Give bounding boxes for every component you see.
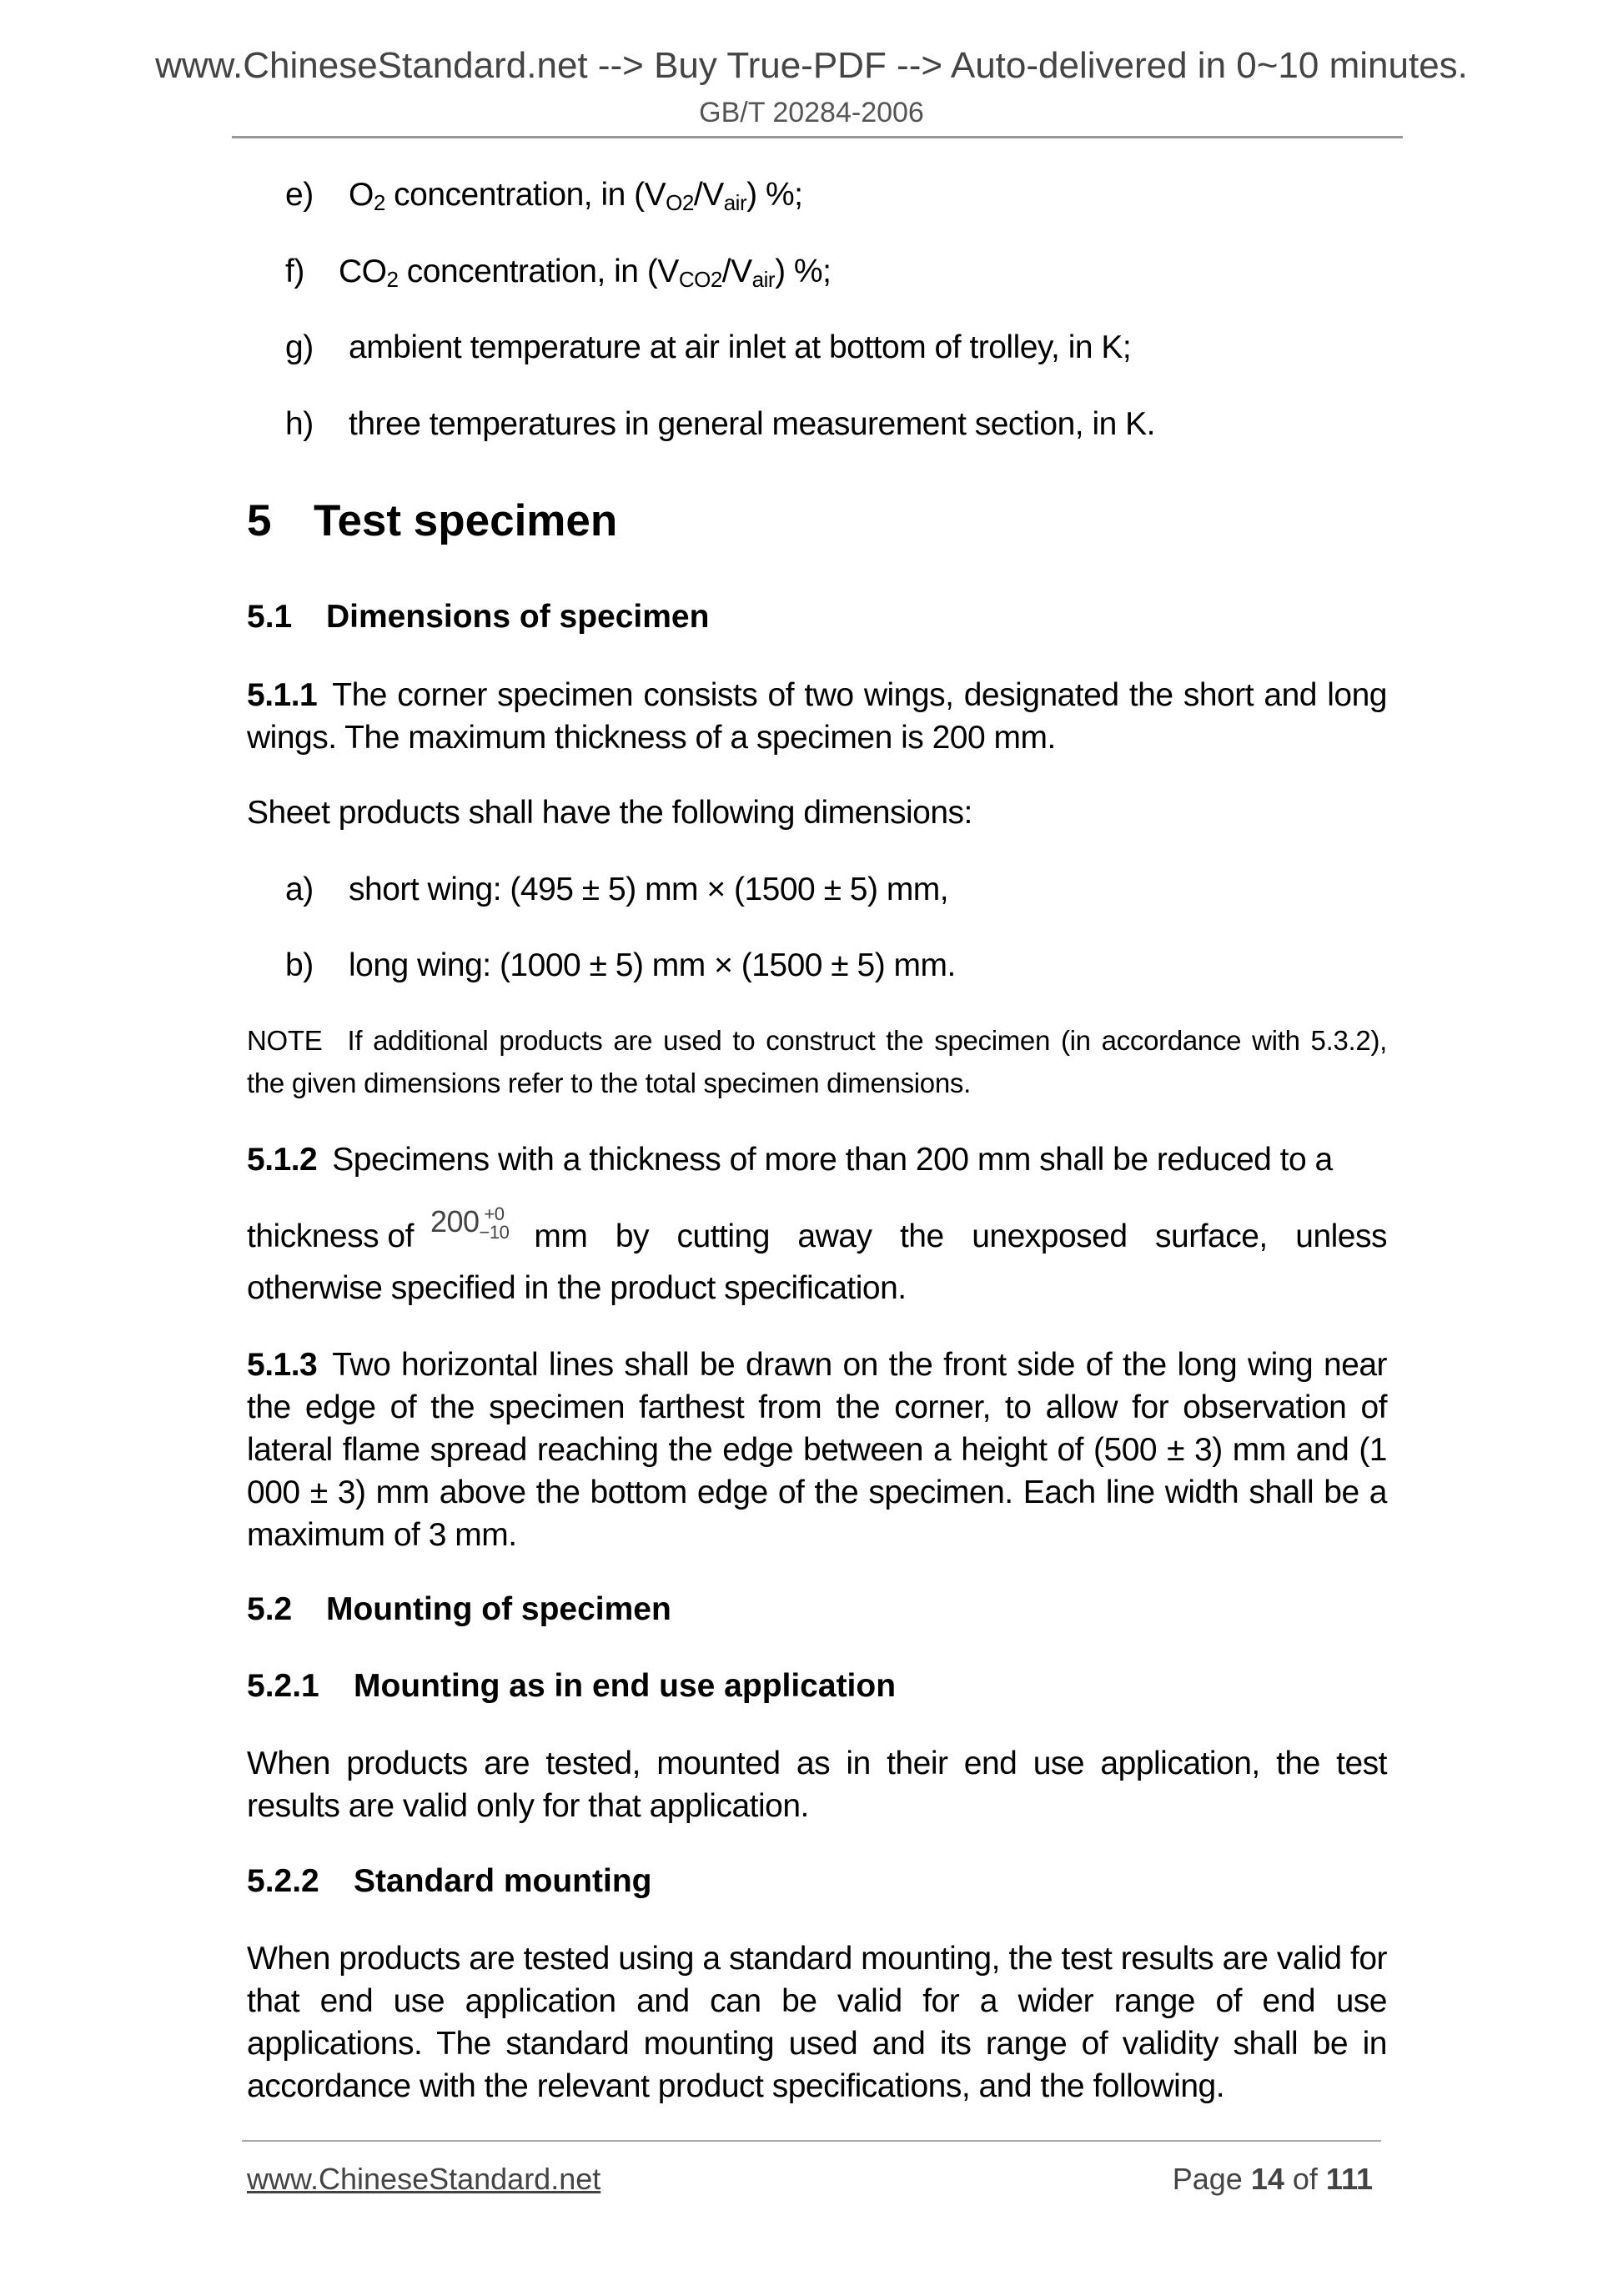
section-title: Dimensions of specimen (326, 599, 710, 635)
text: Specimens with a thickness of more than 200 mm shall be reduced to a (332, 1142, 1333, 1178)
text: short wing: (495 ± 5) mm × (1500 ± 5) mm, (349, 872, 949, 907)
text: long wing: (1000 ± 5) mm × (1500 ± 5) mm. (349, 947, 956, 983)
paragraph: Sheet products shall have the following dimensions: (247, 795, 972, 831)
subsection-heading (247, 1591, 671, 1628)
section-title: Mounting as in end use application (354, 1668, 897, 1704)
list-item (285, 173, 802, 224)
paragraph (247, 1138, 1387, 1181)
text: Two horizontal lines shall be drawn on the front side of the long wing near the edge of the specimen farthest from the corner, to allow for observation of lateral flame spread reaching the edge between a height of (500 ± 3) mm and (1 000 ± 3) mm above the bottom edge of the specimen. Each line width shall be a maximum of 3 mm. (247, 1347, 1387, 1553)
text: ambient temperature at air inlet at bottom of trolley, in K; (349, 329, 1132, 365)
text: /V (721, 254, 752, 289)
list-item (285, 250, 831, 301)
list-label: b) (285, 947, 314, 983)
footer-link[interactable]: www.ChineseStandard.net (247, 2162, 601, 2196)
list-item (285, 944, 956, 987)
list-label: f) (285, 254, 304, 289)
paragraph: When products are tested using a standard mounting, the test results are valid for that end use application and can be valid for a wider range of end use applications. The standard mounting used and its range of validity shall be in accordance with the relevant product specifications, and the following. (247, 1941, 1387, 2104)
section-number: 5 (247, 496, 272, 545)
section-title: Standard mounting (354, 1863, 652, 1899)
subscript: 2 (373, 190, 385, 215)
text: concentration, in (V (384, 177, 666, 213)
paragraph (247, 1344, 1387, 1556)
list-item (285, 326, 1131, 369)
list-item (285, 868, 948, 911)
section-number: 5.2.1 (247, 1668, 319, 1704)
note (247, 1019, 1387, 1104)
header-divider (232, 136, 1403, 138)
paragraph-line: otherwise specified in the product specification. (247, 1270, 907, 1306)
text: CO (339, 254, 387, 289)
text: of (1284, 2162, 1326, 2196)
current-page: 14 (1250, 2162, 1284, 2196)
subsection-heading (247, 599, 709, 636)
text: /V (693, 177, 724, 213)
subscript: air (751, 267, 776, 292)
text: Page (1172, 2162, 1251, 2196)
section-title: Mounting of specimen (326, 1591, 671, 1627)
subscript: 2 (386, 267, 399, 292)
list-label: a) (285, 872, 314, 907)
paragraph (247, 674, 1387, 759)
section-title: Test specimen (314, 496, 618, 545)
list-item (285, 403, 1155, 445)
text: O (349, 177, 374, 213)
section-number: 5.2 (247, 1591, 293, 1627)
text: mm by cutting away the unexposed surface, unless (534, 1218, 1387, 1254)
header-banner[interactable]: www.ChineseStandard.net --> Buy True-PDF --> Auto-delivered in 0~10 minutes. (155, 45, 1468, 86)
text: thickness of (247, 1218, 414, 1254)
paragraph-line (247, 1203, 1387, 1258)
section-heading (247, 495, 617, 546)
text: concentration, in (V (398, 254, 679, 289)
text: ) %; (775, 254, 832, 289)
section-number: 5.2.2 (247, 1863, 319, 1899)
subscript: air (723, 190, 747, 215)
text: ) %; (746, 177, 803, 213)
clause-number: 5.1.2 (247, 1142, 318, 1178)
subsection-heading (247, 1863, 651, 1900)
tolerance-limits (480, 1205, 510, 1242)
page-number (1173, 2162, 1373, 2197)
footer-divider (242, 2140, 1381, 2142)
section-number: 5.1 (247, 599, 293, 635)
lower-tolerance: −10 (479, 1222, 510, 1243)
list-label: g) (285, 329, 314, 365)
standard-number: GB/T 20284-2006 (699, 97, 924, 128)
clause-number: 5.1.1 (247, 677, 318, 713)
note-label: NOTE (247, 1025, 323, 1056)
subscript: CO2 (678, 267, 722, 292)
list-label: h) (285, 406, 314, 442)
text: three temperatures in general measurement section, in K. (349, 406, 1156, 442)
clause-number: 5.1.3 (247, 1347, 318, 1383)
total-pages: 111 (1325, 2162, 1373, 2196)
text: The corner specimen consists of two wings, designated the short and long wings. The maximum thickness of a specimen is 200 mm. (247, 677, 1387, 756)
tolerance-base: 200 (430, 1204, 480, 1238)
subscript: O2 (666, 190, 694, 215)
tolerance-expression (430, 1200, 509, 1243)
upper-tolerance: +0 (484, 1203, 505, 1225)
list-label: e) (285, 177, 314, 213)
text: If additional products are used to construct the specimen (in accordance with 5.3.2), the given dimensions refer to the total specimen dimensions. (247, 1025, 1387, 1098)
subsection-heading (247, 1668, 896, 1705)
paragraph: When products are tested, mounted as in their end use application, the test results are valid only for that application. (247, 1746, 1387, 1824)
